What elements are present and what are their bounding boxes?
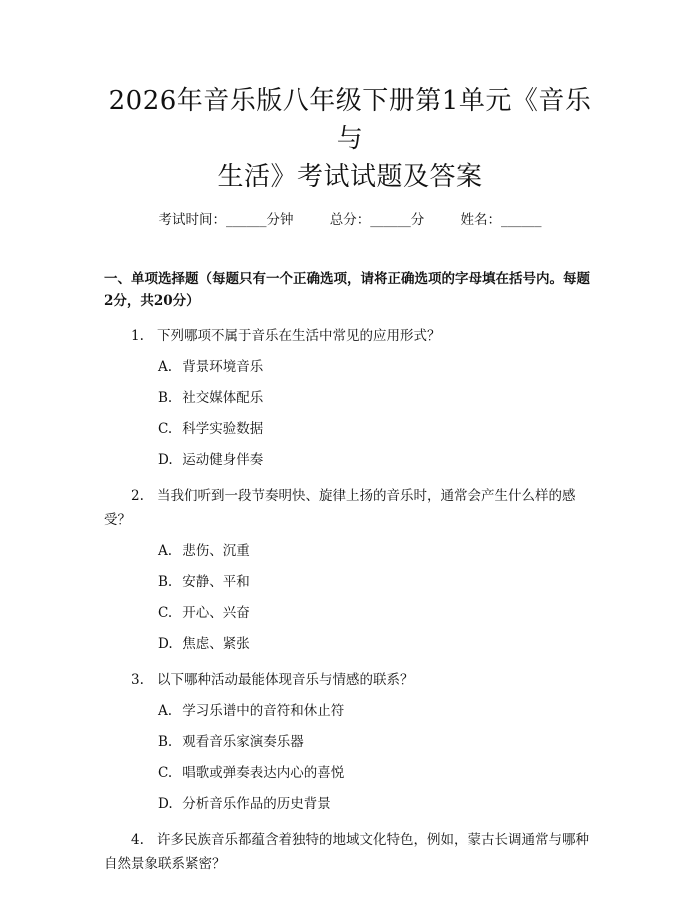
option-text: 分析音乐作品的历史背景 <box>182 796 331 812</box>
option-label: A. <box>158 703 173 719</box>
question-text: 许多民族音乐都蕴含着独特的地域文化特色，例如，蒙古长调通常与哪种自然景象联系紧密？ <box>104 832 589 872</box>
option-3d <box>104 793 596 816</box>
total-score-field: 总分：______分 <box>329 212 425 228</box>
question-text: 当我们听到一段节奏明快、旋律上扬的音乐时，通常会产生什么样的感受？ <box>104 488 576 528</box>
option-text: 背景环境音乐 <box>182 359 264 375</box>
page-title <box>104 82 596 196</box>
option-2d <box>104 633 596 656</box>
option-text: 学习乐谱中的音符和休止符 <box>182 703 345 719</box>
option-1b <box>104 387 596 410</box>
option-label: D. <box>158 796 173 812</box>
option-label: A. <box>158 359 173 375</box>
option-2a <box>104 540 596 563</box>
question-4 <box>104 828 596 876</box>
option-1c <box>104 418 596 441</box>
option-label: C. <box>158 605 173 621</box>
section-heading-single-choice: 一、单项选择题（每题只有一个正确选项，请将正确选项的字母填在括号内。每题2分，共20分） <box>104 271 590 309</box>
option-label: A. <box>158 543 173 559</box>
title-line-1: 2026年音乐版八年级下册第1单元《音乐与 <box>108 86 592 154</box>
student-name-field: 姓名：______ <box>460 212 542 228</box>
option-1a <box>104 356 596 379</box>
option-3a <box>104 700 596 723</box>
option-text: 焦虑、紧张 <box>182 636 250 652</box>
question-text: 下列哪项不属于音乐在生活中常见的应用形式？ <box>157 328 441 344</box>
option-text: 观看音乐家演奏乐器 <box>182 734 304 750</box>
question-number: 3. <box>131 672 144 688</box>
option-2b <box>104 571 596 594</box>
option-3c <box>104 762 596 785</box>
question-3 <box>104 668 596 692</box>
option-2c <box>104 602 596 625</box>
option-label: C. <box>158 765 173 781</box>
option-label: D. <box>158 636 173 652</box>
option-label: D. <box>158 452 173 468</box>
question-number: 4. <box>131 832 144 848</box>
option-3b <box>104 731 596 754</box>
exam-info-line <box>104 210 596 230</box>
option-text: 运动健身伴奏 <box>182 452 264 468</box>
question-1 <box>104 324 596 348</box>
option-text: 安静、平和 <box>182 574 250 590</box>
option-label: B. <box>158 390 173 406</box>
question-2 <box>104 484 596 532</box>
question-number: 2. <box>131 488 144 504</box>
title-line-2: 生活》考试试题及答案 <box>217 162 483 192</box>
option-text: 唱歌或弹奏表达内心的喜悦 <box>182 765 345 781</box>
option-text: 悲伤、沉重 <box>182 543 250 559</box>
option-text: 社交媒体配乐 <box>182 390 264 406</box>
option-text: 科学实验数据 <box>182 421 264 437</box>
option-label: B. <box>158 734 173 750</box>
question-number: 1. <box>131 328 144 344</box>
option-label: C. <box>158 421 173 437</box>
option-text: 开心、兴奋 <box>182 605 250 621</box>
option-1d <box>104 449 596 472</box>
question-text: 以下哪种活动最能体现音乐与情感的联系？ <box>157 672 414 688</box>
option-label: B. <box>158 574 173 590</box>
exam-time-field: 考试时间：______分钟 <box>158 212 294 228</box>
